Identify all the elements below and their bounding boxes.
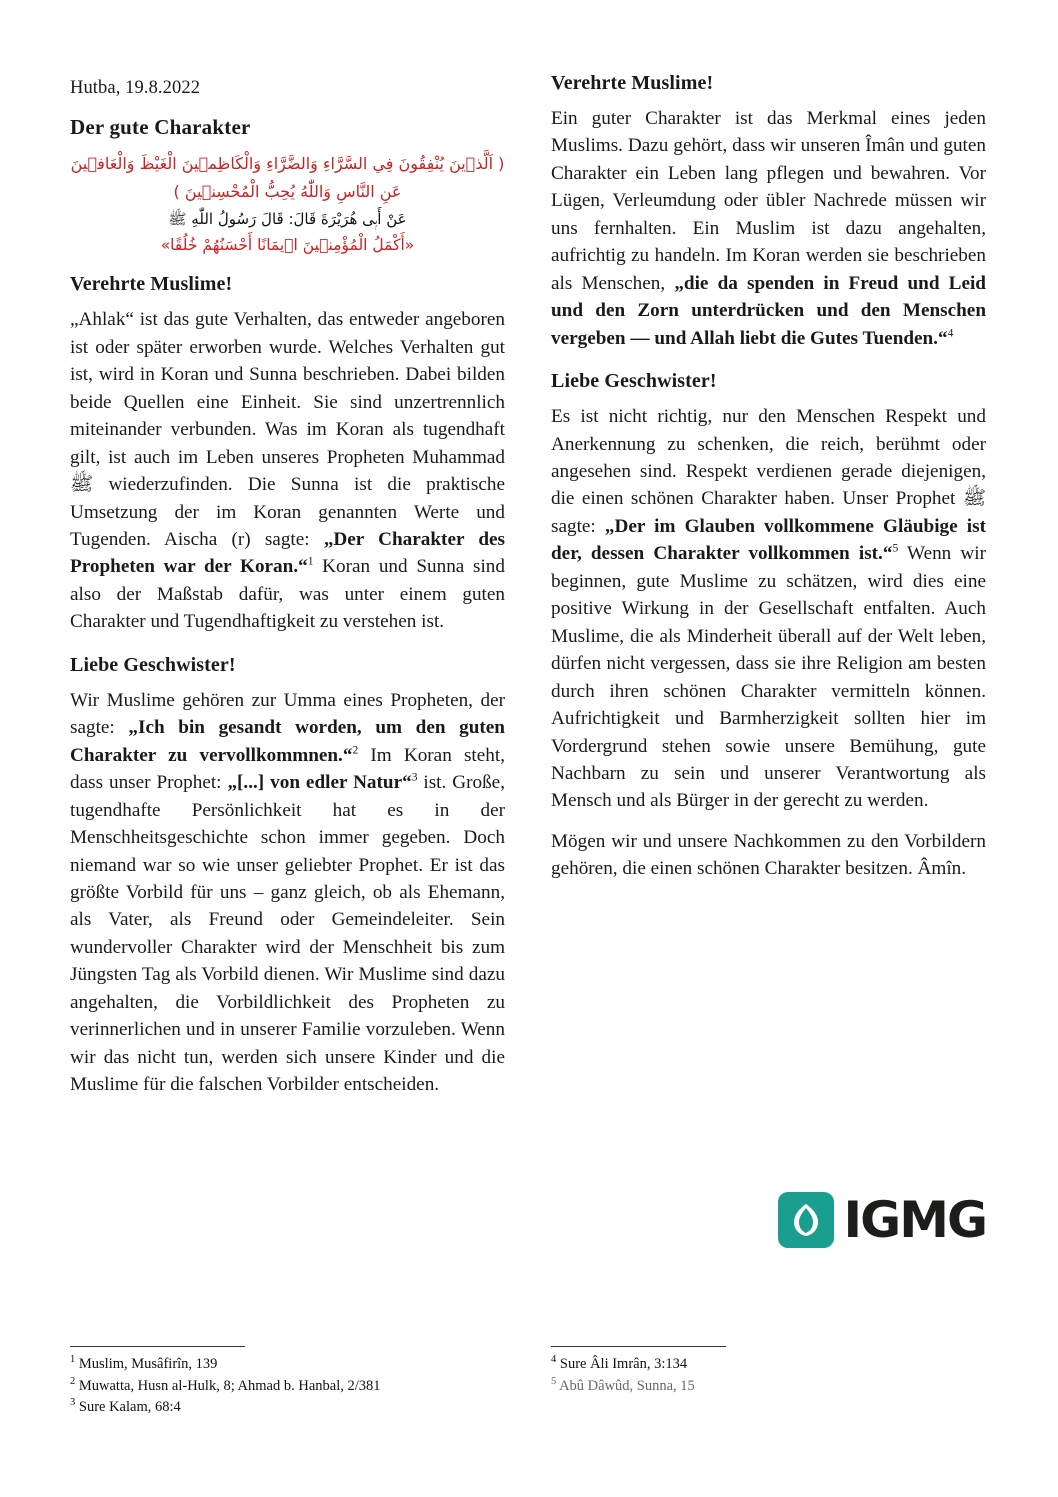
footnote-item xyxy=(551,1376,986,1398)
paragraph-closing: Mögen wir und unsere Nachkommen zu den Vorbildern gehören, die einen schönen Charakter besitzen. Âmîn. xyxy=(551,830,986,880)
paragraph-4 xyxy=(551,403,986,815)
footnote-number: 3 xyxy=(70,1397,76,1409)
tulip-icon xyxy=(786,1200,826,1240)
footnote-number: 5 xyxy=(551,1375,557,1387)
section-heading-4: Liebe Geschwister! xyxy=(551,370,717,393)
footnote-ref-5: 5 xyxy=(892,542,899,555)
footnote-text: Muslim, Musâfirîn, 139 xyxy=(78,1355,218,1372)
column-right xyxy=(551,48,986,1288)
footnote-item xyxy=(70,1376,505,1398)
igmg-logo-text: IGMG xyxy=(843,1191,986,1249)
footnote-text: Sure Âli Imrân, 3:134 xyxy=(559,1355,688,1372)
quote-3: „[...] von edler Natur“ xyxy=(227,772,412,794)
paragraph-2-tail: ist. Große, tugendhafte Persönlichkeit hat es in der Menschheitsgeschichte schon immer gegeben. Doch niemand war so wie unser geliebter Prophet. Er ist das größte Vorbild für uns – ganz gleich, ob als Ehemann, als Vater, als Freund oder Gemeindeleiter. Sein wundervoller Charakter wird der Menschheit bis zum Jüngsten Tag als Vorbild dienen. Wir Muslime sind dazu angehalten, die Vorbildlichkeit des Propheten zu verinnerlichen und in unserer Familie vorzuleben. Wenn wir das nicht tun, werden sich unsere Kinder und die Muslime für die falschen Vorbilder entscheiden. xyxy=(70,772,505,1096)
paragraph-1-tail: Koran und Sunna sind also der Maßstab dafür, was unter einem guten Charakter und Tugendhaftigkeit zu verstehen ist. xyxy=(70,556,505,633)
footnotes-left xyxy=(70,1346,505,1419)
paragraph-2-lead: Wir Muslime gehören zur Umma eines Propheten, der sagte: xyxy=(70,689,505,739)
footnote-divider xyxy=(70,1346,245,1347)
hadith-text-line: «أَكْمَلُ الْمُؤْمِنٖينَ اٖيمَانًا أَحْسَنُهُمْ خُلُقًا» xyxy=(160,236,415,255)
footnote-text: Muwatta, Husn al-Hulk, 8; Ahmad b. Hanbal, 2/381 xyxy=(78,1377,381,1394)
footnote-ref-1: 1 xyxy=(307,556,314,569)
footnote-text: Abû Dâwûd, Sunna, 15 xyxy=(559,1377,695,1394)
khutba-date: Hutba, 19.8.2022 xyxy=(70,78,201,98)
paragraph-4-lead: Es ist nicht richtig, nur den Menschen Respekt und Anerkennung zu schenken, die reich, berühmt oder angesehen sind. Respekt verdienen gerade diejenigen, die einen schönen Charakter haben. Unser Prophet ﷺ sagte: xyxy=(551,406,986,537)
column-left xyxy=(70,48,505,1288)
footnote-divider xyxy=(551,1346,726,1347)
footnote-ref-4: 4 xyxy=(947,327,954,340)
footnote-number: 4 xyxy=(551,1353,557,1365)
paragraph-4-tail: Wenn wir beginnen, gute Muslime zu schätzen, wird dies eine positive Wirkung in der Gesellschaft entfalten. Auch Muslime, die als Minderheit überall auf der Welt leben, dürfen nicht vergessen, dass sie ihre Religion am besten durch ihren schönen Charakter vermitteln können. Aufrichtigkeit und Barmherzigkeit sollten hier im Vordergrund stehen sowie unsere Bemühung, gute Nachbarn zu sein und unserer Verantwortung als Mensch und als Bürger in der gerecht zu werden. xyxy=(551,543,986,812)
paragraph-3-lead: Ein guter Charakter ist das Merkmal eines jeden Muslims. Dazu gehört, dass wir unseren Îmân und guten Charakter ein Leben lang pflegen und bewahren. Vor Lügen, Verleumdung oder übler Nachrede müssen wir uns fernhalten. Ein Muslim ist dazu angehalten, aufrichtig zu handeln. Im Koran werden sie beschrieben als Menschen, xyxy=(551,108,986,294)
footnote-number: 1 xyxy=(70,1353,76,1365)
page-title: Der gute Charakter xyxy=(70,115,251,139)
igmg-logo-mark xyxy=(778,1192,834,1248)
quote-5: „Der im Glauben vollkommene Gläubige ist der, dessen Charakter vollkommen ist.“ xyxy=(551,515,986,565)
section-heading-2: Liebe Geschwister! xyxy=(70,653,236,676)
quran-verse-line-1: ( اَلَّذٖينَ يُنْفِقُونَ فِي السَّرَّاءِ وَالضَّرَّاءِ وَالْكَاظِمٖينَ الْغَيْظَ وَالْعَافٖينَ xyxy=(70,154,505,173)
hadith-isnad-line: عَنْ أَبٖى هُرَيْرَةَ قَالَ: قَالَ رَسُولُ اللّٰهِ ﷺ xyxy=(168,210,407,228)
section-heading-3: Verehrte Muslime! xyxy=(551,72,714,94)
footnotes xyxy=(70,1346,994,1419)
footnote-item xyxy=(70,1354,505,1376)
footnote-ref-3: 3 xyxy=(411,771,418,784)
paragraph-1-text: „Ahlak“ ist das gute Verhalten, das entweder angeboren ist oder später erworben wurde. Welches Verhalten gut ist, wird in Koran und Sunna beschrieben. Dabei bilden beide Quellen eine Einheit. Sie sind unzertrennlich miteinander verbunden. Was im Koran als tugendhaft gilt, ist auch im Leben unseres Propheten Muhammad ﷺ wiederzufinden. Die Sunna ist die praktische Umsetzung der im Koran genannten Werte und Tugenden. Aischa (r) sagte: xyxy=(70,309,505,550)
footnote-ref-2: 2 xyxy=(352,744,359,757)
two-column-layout xyxy=(70,48,994,1288)
footnote-number: 2 xyxy=(70,1375,76,1387)
paragraph-3 xyxy=(551,105,986,352)
paragraph-2-middle: Im Koran steht, dass unser Prophet: xyxy=(70,744,505,794)
section-heading-1: Verehrte Muslime! xyxy=(70,273,233,296)
quote-2: „Ich bin gesandt worden, um den guten Charakter zu vervollkommnen.“ xyxy=(70,717,505,766)
footnote-item xyxy=(70,1397,505,1419)
footnote-item xyxy=(551,1354,986,1376)
footnote-text: Sure Kalam, 68:4 xyxy=(78,1399,181,1416)
arabic-scripture-block xyxy=(70,150,505,259)
quote-4: „die da spenden in Freud und Leid und den Zorn unterdrücken und den Menschen vergeben — und Allah liebt die Gutes Tuenden.“ xyxy=(551,272,986,349)
igmg-logo xyxy=(778,1192,986,1248)
paragraph-1 xyxy=(70,306,505,635)
paragraph-2 xyxy=(70,687,505,1099)
quote-1: „Der Charakter des Propheten war der Koran.“ xyxy=(70,529,505,578)
quran-verse-line-2: عَنِ النَّاسِ وَاللّٰهُ يُحِبُّ الْمُحْسِنٖينَ ) xyxy=(173,182,402,201)
footnotes-right xyxy=(551,1346,986,1419)
